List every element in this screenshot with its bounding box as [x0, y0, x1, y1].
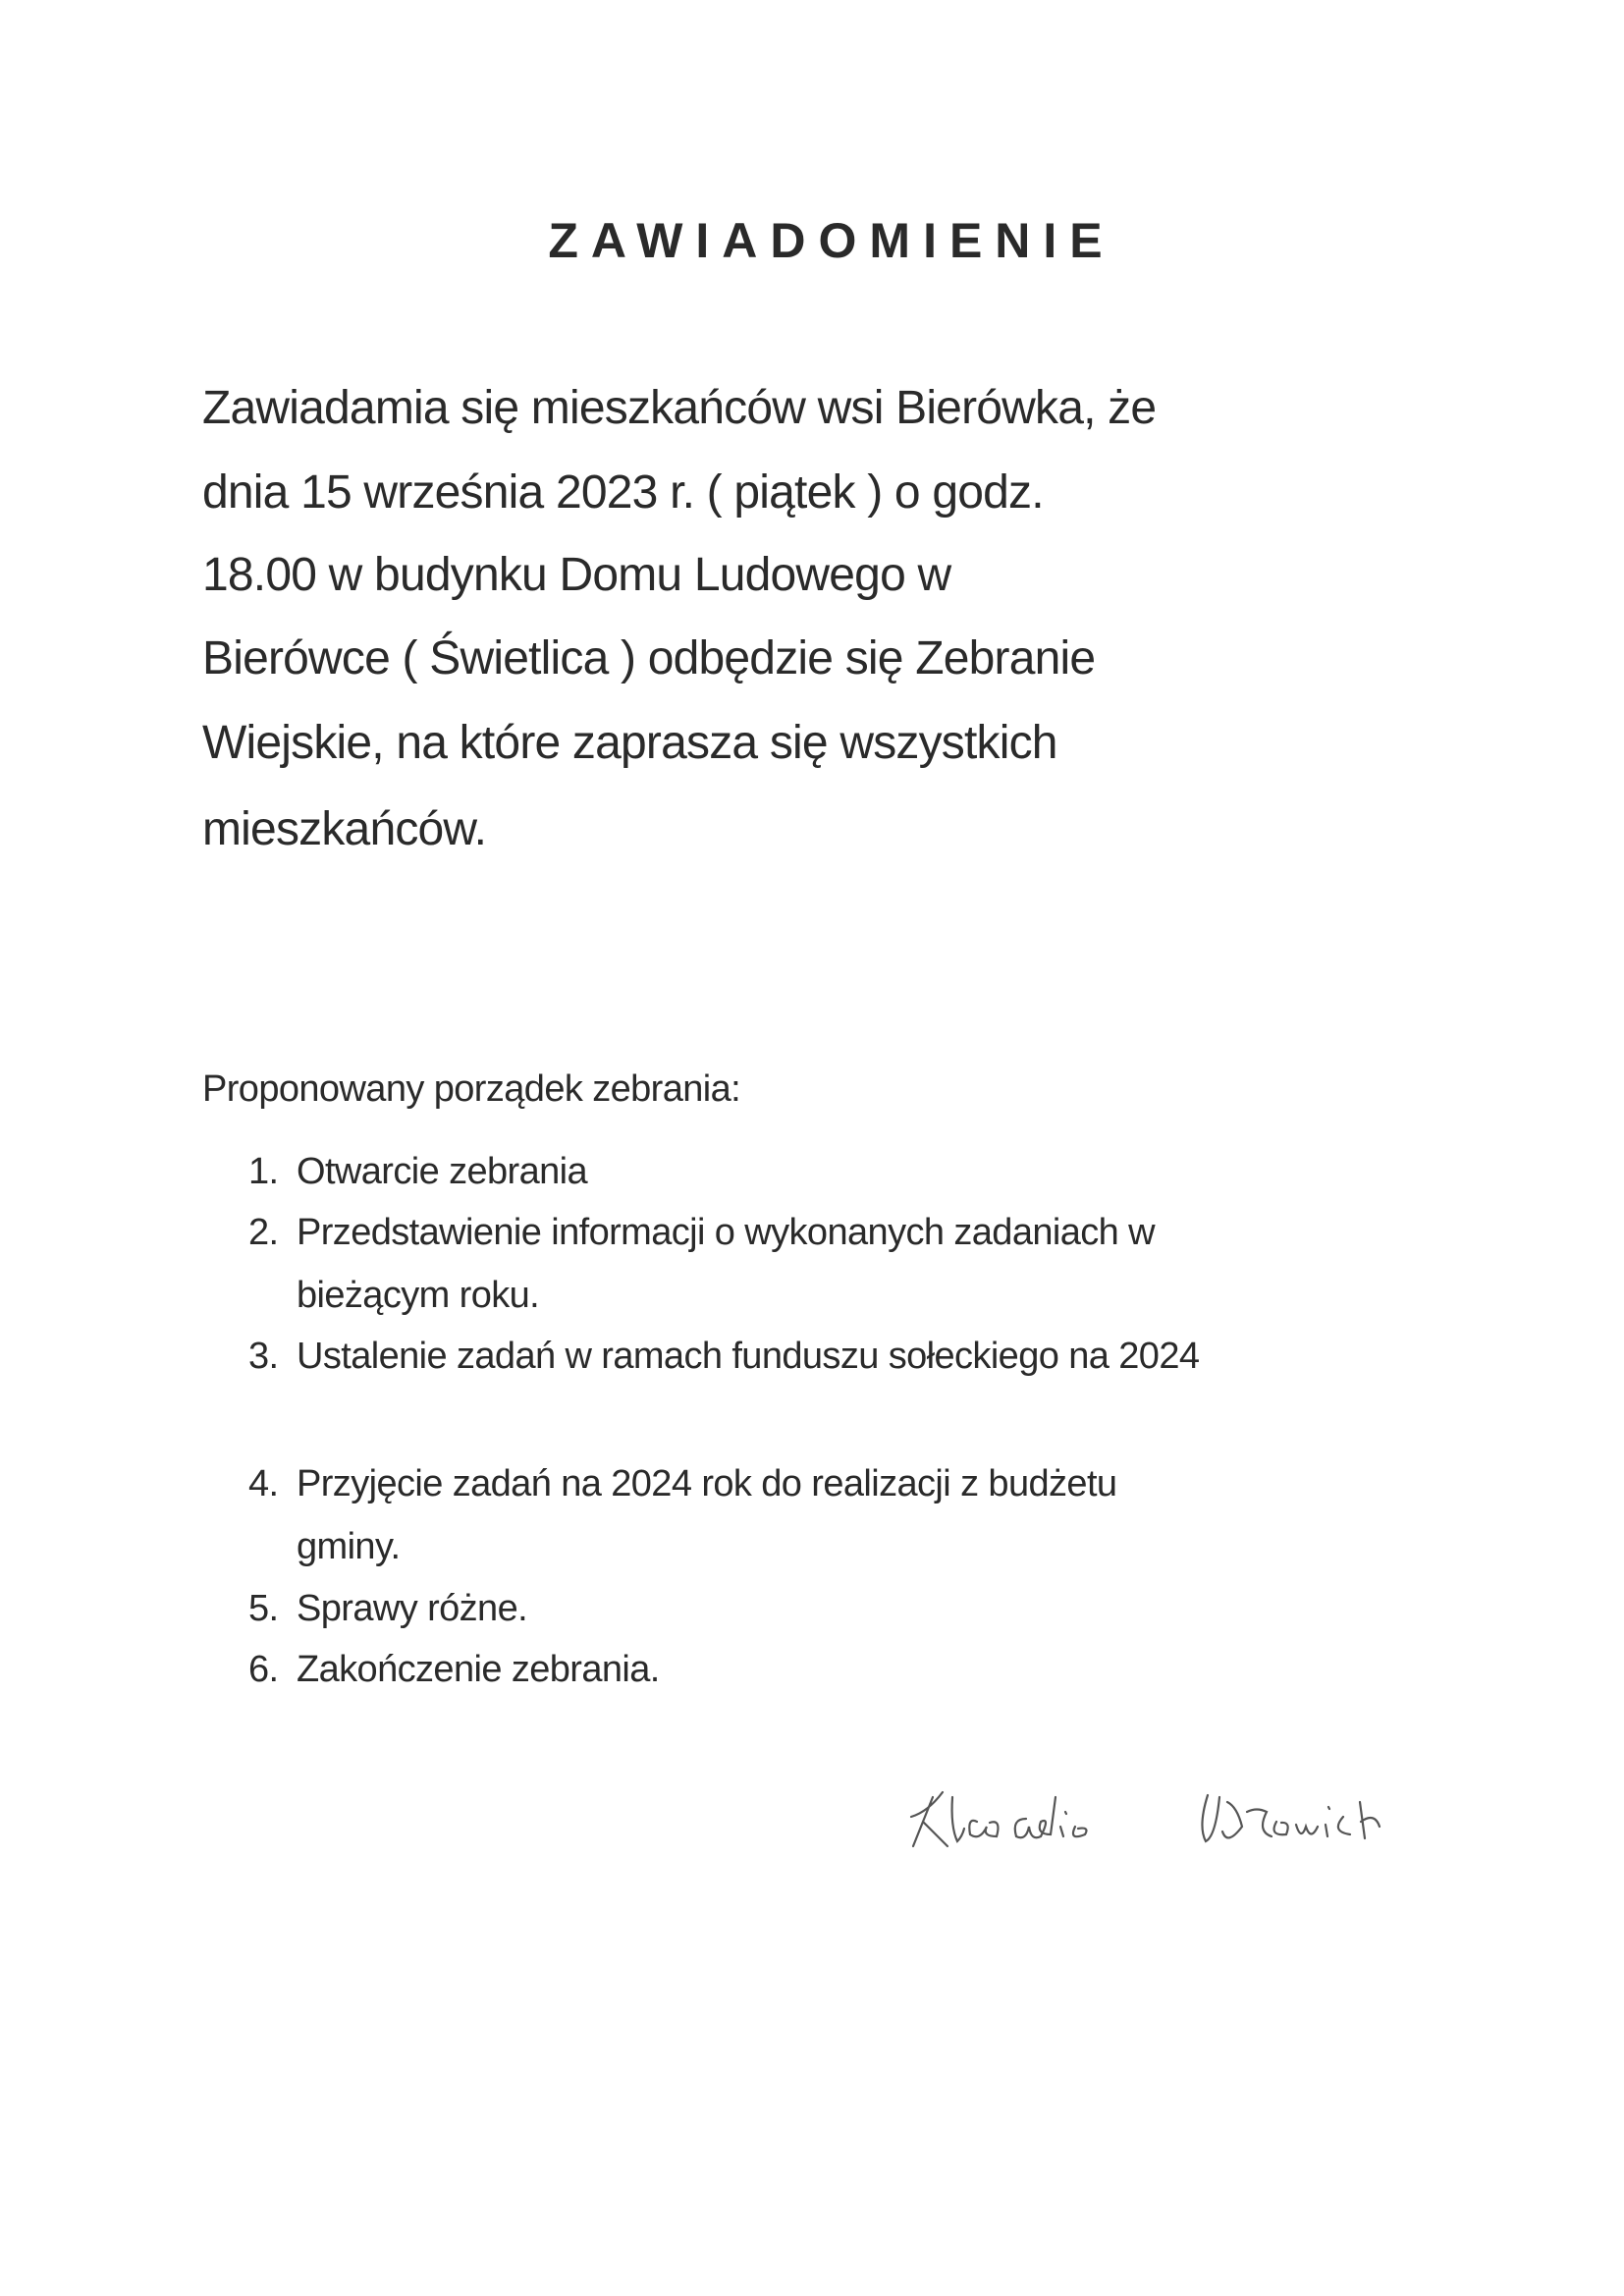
agenda-item-number: 5.	[248, 1588, 279, 1629]
body-line: mieszkańców.	[202, 803, 487, 855]
agenda-item-text: Przedstawienie informacji o wykonanych zadaniach w	[297, 1212, 1156, 1253]
agenda-item-number: 4.	[248, 1463, 279, 1504]
body-line: 18.00 w budynku Domu Ludowego w	[202, 549, 951, 601]
agenda-item-number: 3.	[248, 1336, 279, 1377]
agenda-item-number: 6.	[248, 1649, 279, 1690]
body-line: dnia 15 września 2023 r. ( piątek ) o godz.	[202, 466, 1044, 519]
agenda-item-number: 2.	[248, 1212, 279, 1253]
body-line: Bierówce ( Świetlica ) odbędzie się Zebranie	[202, 632, 1096, 684]
body-line: Wiejskie, na które zaprasza się wszystkich	[202, 717, 1057, 769]
agenda-item-text: Przyjęcie zadań na 2024 rok do realizacji z budżetu	[297, 1463, 1117, 1504]
agenda-item-number: 1.	[248, 1151, 279, 1192]
agenda-item-text: Otwarcie zebrania	[297, 1151, 588, 1192]
handwritten-signature	[903, 1758, 1414, 1856]
agenda-item-text: Zakończenie zebrania.	[297, 1649, 660, 1690]
agenda-item-text: gminy.	[297, 1526, 401, 1567]
body-line: Zawiadamia się mieszkańców wsi Bierówka, że	[202, 382, 1157, 434]
agenda-item-text: Ustalenie zadań w ramach funduszu sołeckiego na 2024	[297, 1336, 1200, 1377]
agenda-item-text: Sprawy różne.	[297, 1588, 528, 1629]
agenda-item-text: bieżącym roku.	[297, 1275, 540, 1316]
agenda-heading: Proponowany porządek zebrania:	[202, 1068, 741, 1110]
page-title: ZAWIADOMIENIE	[548, 213, 1115, 268]
